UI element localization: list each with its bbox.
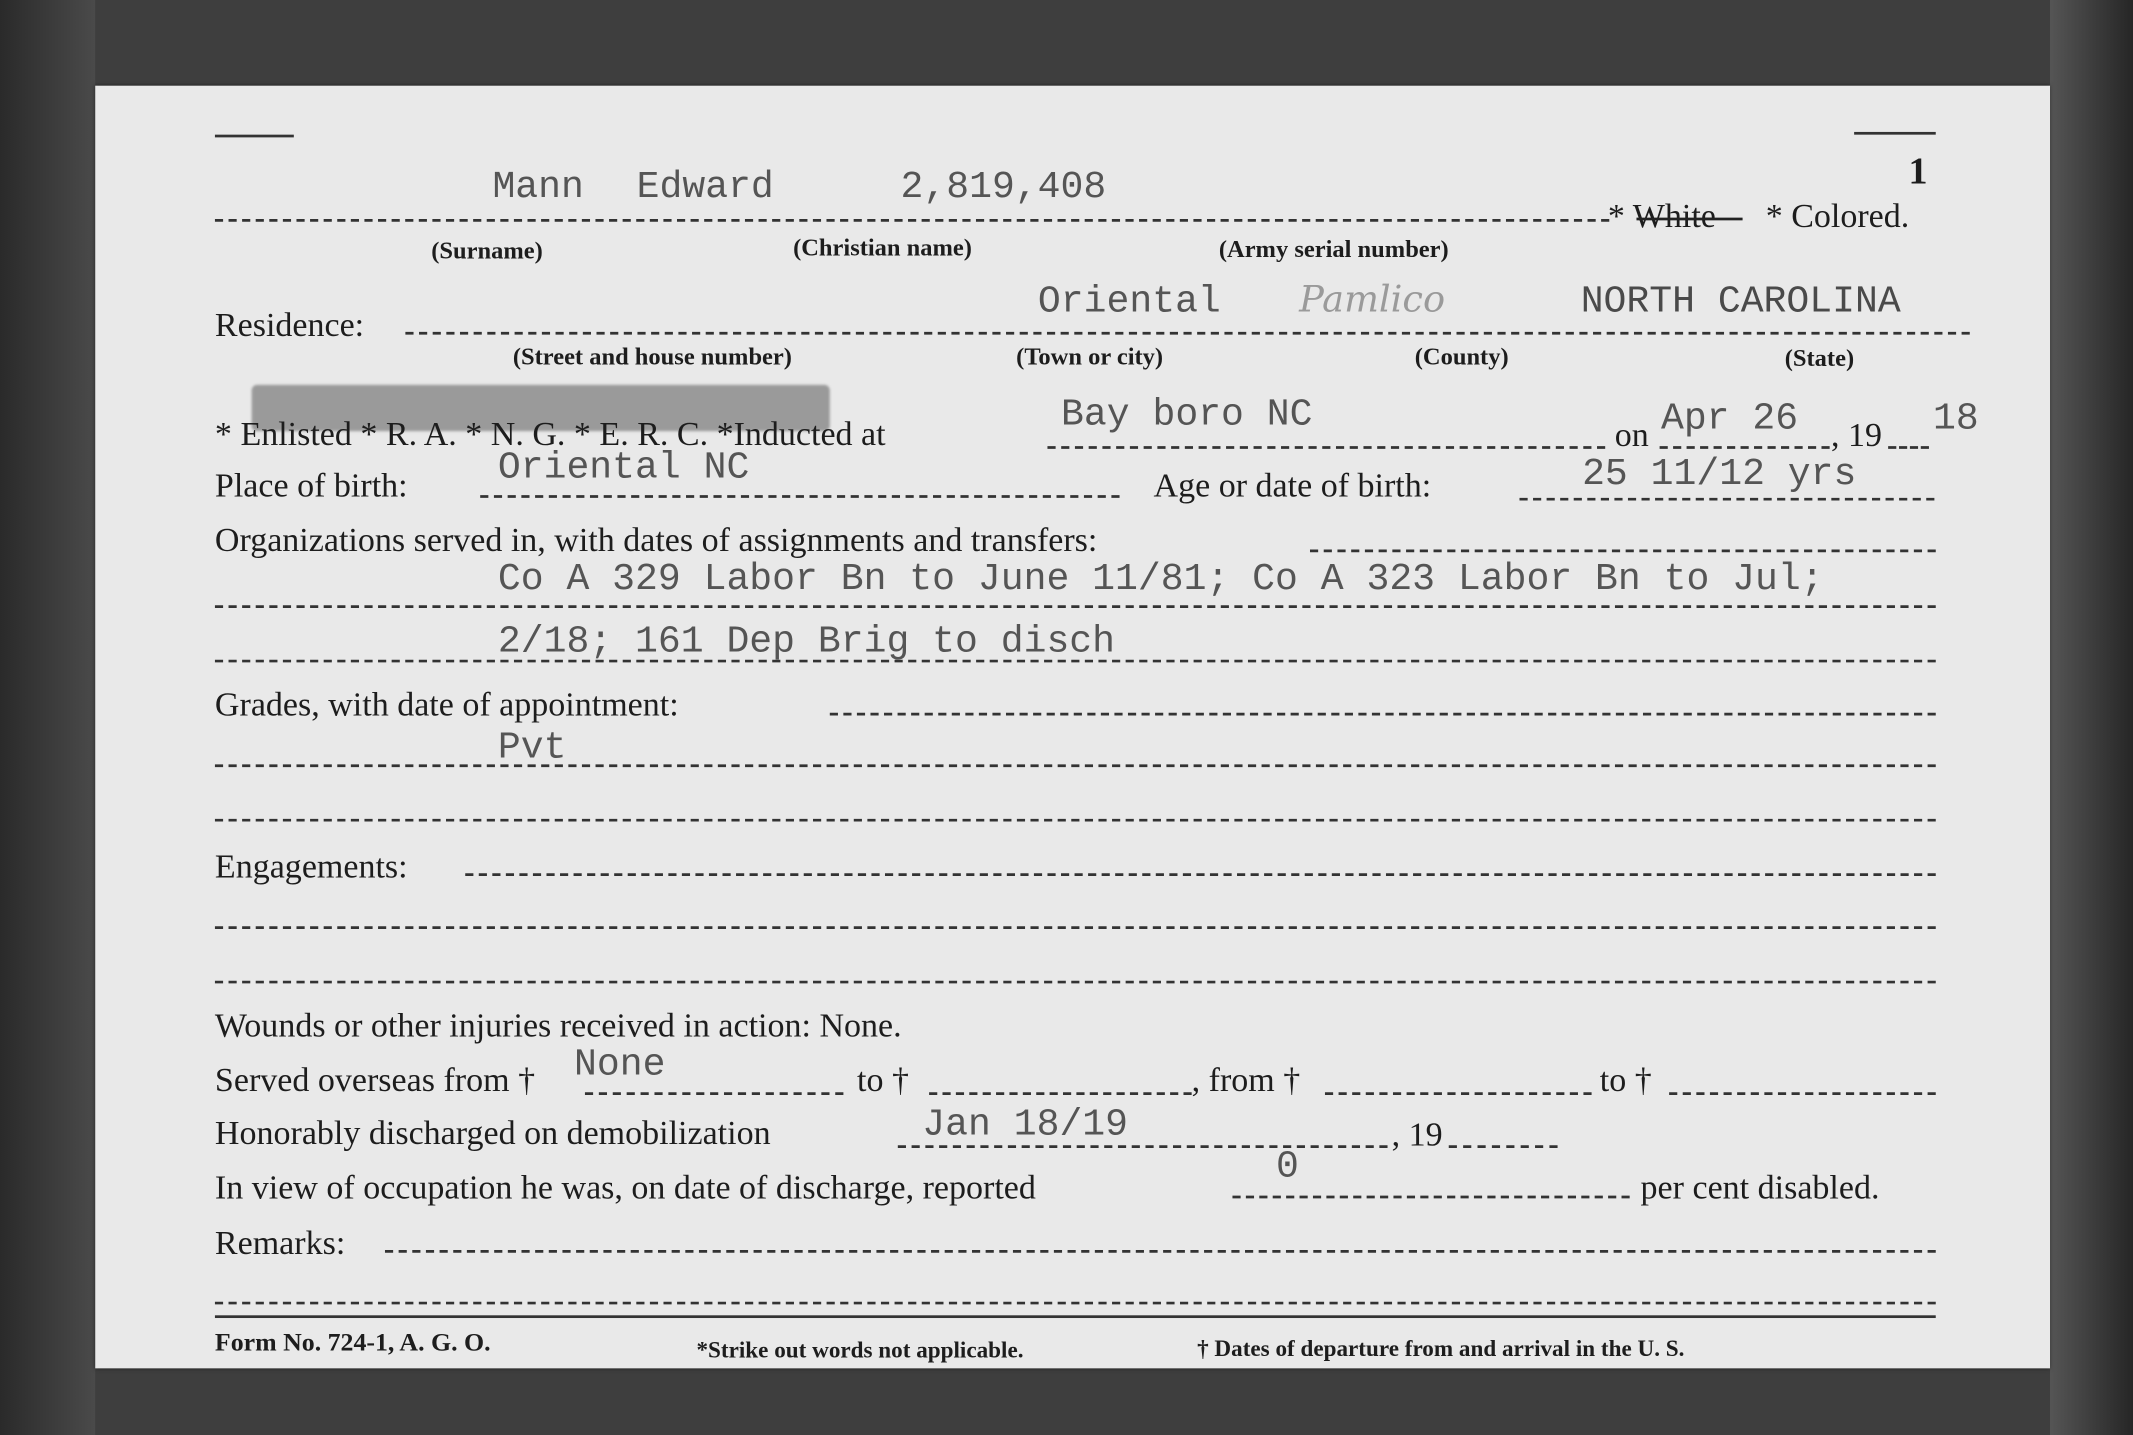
right-shadow: [2050, 0, 2133, 1435]
birthplace-label: Place of birth:: [214, 467, 408, 505]
birthplace-value: Oriental NC: [497, 447, 750, 490]
discharge-year-prefix: , 19: [1391, 1116, 1443, 1154]
footnote-dates: † Dates of departure from and arrival in the U. S.: [1197, 1335, 1685, 1362]
organizations-label-line: [1310, 550, 1936, 553]
inducted-year-line: [1888, 446, 1929, 449]
overseas-value: None: [574, 1044, 666, 1087]
discharge-date-line: [898, 1145, 1388, 1148]
overseas-to-label: to †: [857, 1062, 909, 1100]
overseas-from2-line: [1325, 1092, 1592, 1095]
residence-label: Residence:: [214, 307, 365, 345]
footer-rule: [215, 1315, 1936, 1318]
remarks-line-1: [385, 1250, 1936, 1253]
age-label: Age or date of birth:: [1153, 467, 1432, 505]
grades-line-1: [215, 764, 1936, 767]
surname-value: Mann: [492, 167, 584, 210]
on-label: on: [1614, 417, 1649, 455]
disability-suffix: per cent disabled.: [1640, 1169, 1880, 1207]
residence-county-value: Pamlico: [1299, 278, 1446, 322]
white-strikethrough: [1636, 218, 1742, 221]
overseas-from-line: [585, 1092, 843, 1095]
left-shadow: [0, 0, 95, 1435]
discharge-label: Honorably discharged on demobilization: [214, 1115, 771, 1153]
residence-line: [405, 332, 1969, 335]
discharge-date-value: Jan 18/19: [922, 1104, 1129, 1147]
state-caption: (State): [1784, 344, 1855, 372]
enlisted-label: * Enlisted * R. A. * N. G. * E. R. C. *Inducted at: [214, 416, 886, 453]
organizations-line-2: 2/18; 161 Dep Brig to disch: [497, 621, 1116, 664]
inducted-at-value: Bay boro NC: [1061, 394, 1313, 437]
inducted-year-prefix: , 19: [1831, 417, 1883, 455]
grade-value: Pvt: [497, 727, 567, 770]
birthplace-line: [480, 495, 1119, 498]
race-colored-label: * Colored.: [1765, 198, 1910, 236]
organizations-label: Organizations served in, with dates of assignments and transfers:: [214, 522, 1098, 560]
disability-label: In view of occupation he was, on date of discharge, reported: [214, 1169, 1036, 1207]
top-right-rule: [1854, 132, 1936, 135]
race-white-label: * White: [1607, 198, 1716, 236]
disability-line: [1232, 1196, 1629, 1199]
grades-label: Grades, with date of appointment:: [214, 686, 679, 724]
age-value: 25 11/12 yrs: [1582, 454, 1857, 497]
overseas-to-line: [929, 1092, 1192, 1095]
street-caption: (Street and house number): [512, 342, 792, 370]
overseas-to2-line: [1669, 1092, 1936, 1095]
residence-state-value: NORTH CAROLINA: [1580, 281, 1901, 324]
grades-line-2: [215, 819, 1936, 822]
remarks-label: Remarks:: [214, 1225, 346, 1263]
christian-name-caption: (Christian name): [793, 233, 972, 262]
organizations-line-2-rule: [215, 660, 1936, 663]
inducted-date-value: Apr 26: [1660, 398, 1799, 441]
inducted-year-value: 18: [1933, 398, 1979, 441]
remarks-line-2: [215, 1302, 1936, 1305]
christian-name-value: Edward: [636, 167, 774, 210]
footnote-strike: *Strike out words not applicable.: [696, 1337, 1024, 1363]
wounds-label: Wounds or other injuries received in action: None.: [214, 1007, 902, 1045]
town-caption: (Town or city): [1016, 342, 1164, 370]
inducted-at-line: [1047, 446, 1605, 449]
engagements-line-2: [215, 981, 1936, 984]
engagements-label: Engagements:: [214, 848, 408, 886]
grades-label-line: [830, 713, 1936, 716]
top-left-rule: [215, 135, 294, 138]
discharge-year-line: [1449, 1145, 1558, 1148]
form-number: Form No. 724-1, A. G. O.: [214, 1328, 491, 1358]
draft-card: [95, 86, 2050, 1369]
card-number: 1: [1908, 150, 1928, 194]
serial-number-value: 2,819,408: [900, 167, 1107, 210]
overseas-from2-label: , from †: [1191, 1062, 1301, 1100]
organizations-line-1-rule: [215, 605, 1936, 608]
surname-caption: (Surname): [431, 236, 543, 264]
residence-town-value: Oriental: [1037, 281, 1221, 324]
engagements-line-1: [215, 926, 1936, 929]
overseas-label: Served overseas from †: [214, 1062, 536, 1100]
disability-value: 0: [1275, 1146, 1299, 1189]
organizations-line-1: Co A 329 Labor Bn to June 11/81; Co A 323 Labor Bn to Jul;: [497, 559, 1824, 602]
engagements-label-line: [465, 873, 1936, 876]
inducted-date-line: [1660, 446, 1830, 449]
overseas-to2-label: to †: [1599, 1062, 1652, 1100]
county-caption: (County): [1414, 342, 1509, 370]
serial-number-caption: (Army serial number): [1218, 235, 1449, 263]
name-line: [215, 219, 1609, 222]
age-line: [1519, 498, 1934, 501]
